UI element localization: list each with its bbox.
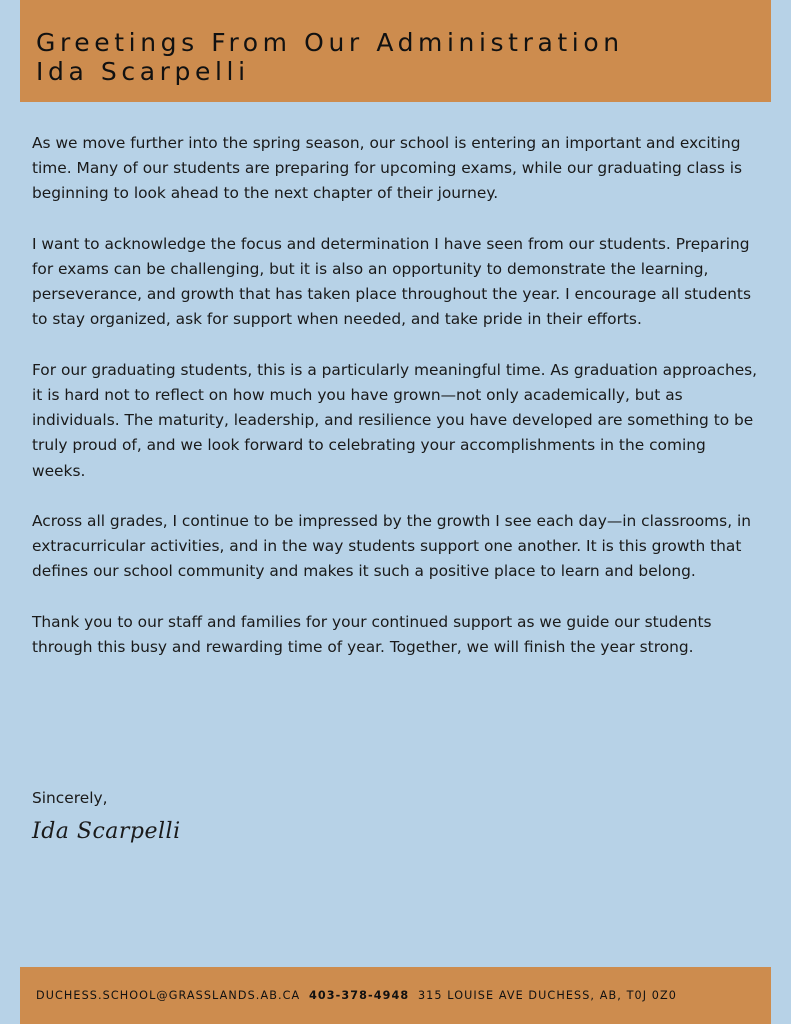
- title-line-name: Ida Scarpelli: [36, 57, 250, 86]
- letter-paragraph: I want to acknowledge the focus and determination I have seen from our students. Preparing for exams can be challenging, but it is also an opportunity to demonstrate the learning, perseverance, and growth that has taken place throughout the year. I encourage all students to stay organized, ask for support when needed, and take pride in their efforts.: [32, 234, 751, 329]
- letter-closing: Sincerely,: [32, 789, 108, 807]
- contact-phone: 403-378-4948: [308, 989, 410, 1002]
- contact-email: DUCHESS.SCHOOL@GRASSLANDS.AB.CA: [36, 989, 301, 1002]
- header-banner: [20, 0, 771, 102]
- contact-address: 315 LOUISE AVE DUCHESS, AB, T0J 0Z0: [417, 989, 677, 1002]
- letter-paragraph: Thank you to our staff and families for your continued support as we guide our students through this busy and rewarding time of year. Together, we will finish the year strong.: [32, 612, 712, 656]
- letter-paragraph: For our graduating students, this is a particularly meaningful time. As graduation approaches, it is hard not to reflect on how much you have grown—not only academically, but as individuals. The maturity, leadership, and resilience you have developed are something to be truly proud of, and we look forward to celebrating your accomplishments in the coming weeks.: [32, 360, 758, 480]
- contact-info: [36, 988, 677, 1004]
- letter-body: [32, 131, 760, 685]
- letter-paragraph: Across all grades, I continue to be impressed by the growth I see each day—in classrooms, in extracurricular activities, and in the way students support one another. It is this growth that defines our school community and makes it such a positive place to learn and belong.: [32, 512, 752, 581]
- signature: Ida Scarpelli: [32, 819, 181, 844]
- title-line-greeting: Greetings From Our Administration: [36, 28, 624, 57]
- page-title: [36, 28, 624, 86]
- footer-bar: [20, 967, 771, 1024]
- letter-paragraph: As we move further into the spring season, our school is entering an important and exciting time. Many of our students are preparing for upcoming exams, while our graduating class is beginning to look ahead to the next chapter of their journey.: [32, 134, 743, 203]
